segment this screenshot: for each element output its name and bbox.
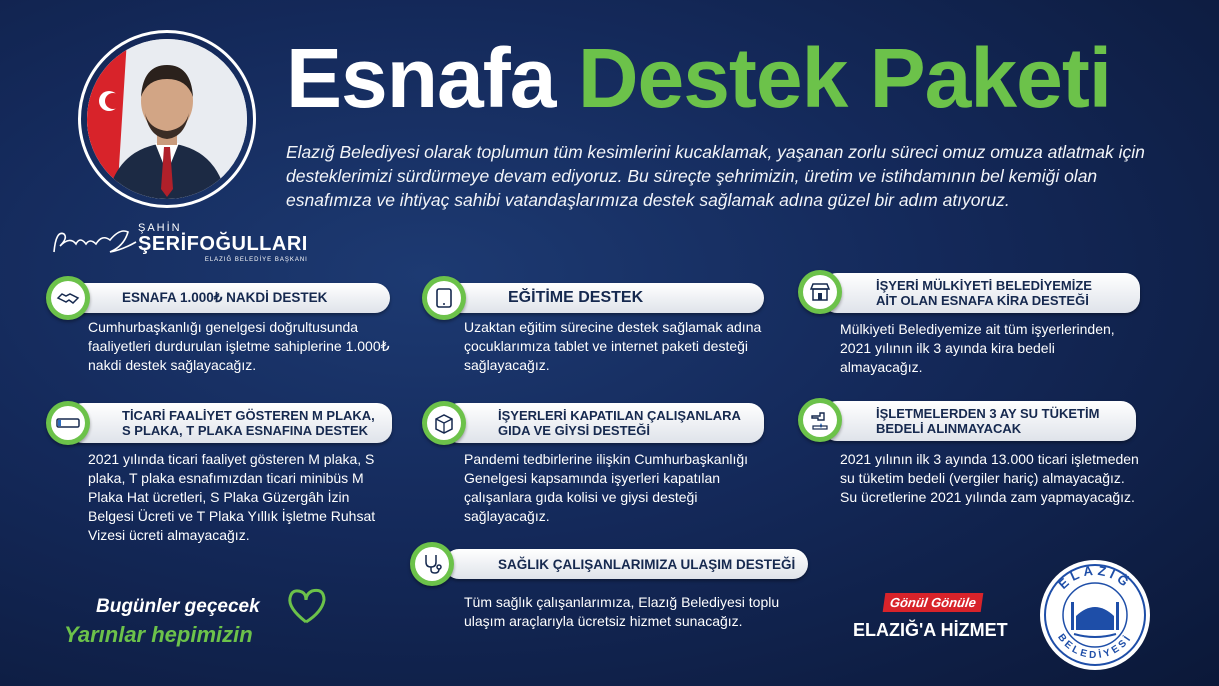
mayor-photo-icon [87,39,247,199]
card-badge [798,398,842,442]
seal-top-text: ELAZIĞ [1055,562,1135,592]
card-badge [46,401,90,445]
slogan-line1: Bugünler geçecek [96,596,260,617]
signature-icon [50,222,140,260]
intro-paragraph: Elazığ Belediyesi olarak toplumun tüm kesimlerini kucaklamak, yaşanan zorlu süreci omuz omuza atlatmak için desteklerimizi sürdürmeye devam ediyoruz. Bu süreçte şehrimizin, üretim ve istihdamının bel kemiği olan esnafımıza ve ihtiyaç sahibi vatandaşlarımıza destek sağlamak adına güzel bir adım atıyoruz. [286,142,1145,210]
card-title-line2: S PLAKA, T PLAKA ESNAFINA DESTEK [122,423,369,438]
card-text-kira-destegi: Mülkiyeti Belediyemize ait tüm işyerlerinden, 2021 yılının ilk 3 ayında kira bedeli almayacağız. [840,321,1115,375]
card-title-kira-destegi [822,273,1140,313]
page-title [286,32,1111,124]
food-box-icon [432,411,456,435]
card-text-plaka-destegi: 2021 yılında ticari faaliyet gösteren M plaka, S plaka, T plaka esnafımızdan ticari minibüs M Plaka Hat ücretleri, S Plaka Güzergâh İzin Belgesi Ücreti ve T Plaka Yıllık İşletme Ruhsat Vizesi ücreti almayacağız. [88,451,376,543]
title-word-esnafa: Esnafa [286,31,556,125]
card-badge [46,276,90,320]
card-text-saglik-ulasim: Tüm sağlık çalışanlarımıza, Elazığ Belediyesi toplu ulaşım araçlarıyla ücretsiz hizmet sunacağız. [464,594,780,629]
card-text-su-tuketim: 2021 yılının ilk 3 ayında 13.000 ticari işletmeden su tüketim bedeli (vergiler hariç) almayacağız. Su ücretlerine 2021 yılında zam yapmayacağız. [840,451,1139,505]
license-plate-icon [55,410,81,436]
mayor-portrait-frame [78,30,256,208]
mayor-name-block [138,222,308,263]
card-title-text: EĞİTİME DESTEK [508,289,644,306]
card-text-egitim: Uzaktan eğitim sürecine destek sağlamak adına çocuklarımıza tablet ve internet paketi desteği sağlayacağız. [464,319,762,373]
seal-bottom-text: BELEDİYESİ [1055,632,1135,662]
card-title-line1: İŞYERİ MÜLKİYETİ BELEDİYEMİZE [876,278,1092,293]
card-title-line2: AİT OLAN ESNAFA KİRA DESTEĞİ [876,293,1089,308]
water-tap-icon [808,408,832,432]
card-badge [410,542,454,586]
mayor-portrait [87,39,247,199]
mayor-first-name: ŞAHİN [138,222,182,234]
card-title-line2: BEDELİ ALINMAYACAK [876,421,1022,436]
mayor-role: ELAZIĞ BELEDİYE BAŞKANI [204,257,308,263]
card-title-line1: İŞLETMELERDEN 3 AY SU TÜKETİM [876,406,1100,421]
card-title-line1: TİCARİ FAALİYET GÖSTEREN M PLAKA, [122,408,375,423]
mayor-last-name: ŞERİFOĞULLARI [138,233,308,255]
card-title-text: ESNAFA 1.000₺ NAKDİ DESTEK [122,290,328,305]
card-title-plaka-destegi [68,403,392,443]
card-title-text: SAĞLIK ÇALIŞANLARIMIZA ULAŞIM DESTEĞİ [498,556,796,572]
card-title-saglik-ulasim [444,549,808,579]
card-text-nakdi-destek: Cumhurbaşkanlığı genelgesi doğrultusunda faaliyetleri durdurulan işletme sahiplerine 1.000₺ nakdi destek sağlayacağız. [88,319,390,373]
card-title-nakdi-destek [68,283,390,313]
card-title-su-tuketim [822,401,1136,441]
tablet-icon [432,286,456,310]
card-title-line2: GIDA VE GİYSİ DESTEĞİ [498,423,650,438]
handshake-icon [56,286,80,310]
card-title-egitim [444,283,764,313]
heart-icon [284,586,328,626]
shop-icon [808,280,832,304]
card-badge [422,401,466,445]
card-title-line1: İŞYERLERİ KAPATILAN ÇALIŞANLARA [498,408,741,423]
card-badge [798,270,842,314]
elazig-hizmet-text: ELAZIĞ'A HİZMET [853,620,1008,640]
municipality-seal-icon [1038,558,1152,672]
card-badge [422,276,466,320]
card-title-gida-giysi [444,403,764,443]
gonul-gonule-badge: Gönül Gönüle [883,593,984,612]
stethoscope-icon [420,552,444,576]
slogan-line2: Yarınlar hepimizin [64,622,253,647]
card-text-gida-giysi: Pandemi tedbirlerine ilişkin Cumhurbaşkanlığı Genelgesi kapsamında işyerleri kapatılan çalışanlara gıda kolisi ve giysi desteği sağlayacağız. [464,451,749,524]
title-word-destek-paketi: Destek Paketi [577,31,1112,125]
